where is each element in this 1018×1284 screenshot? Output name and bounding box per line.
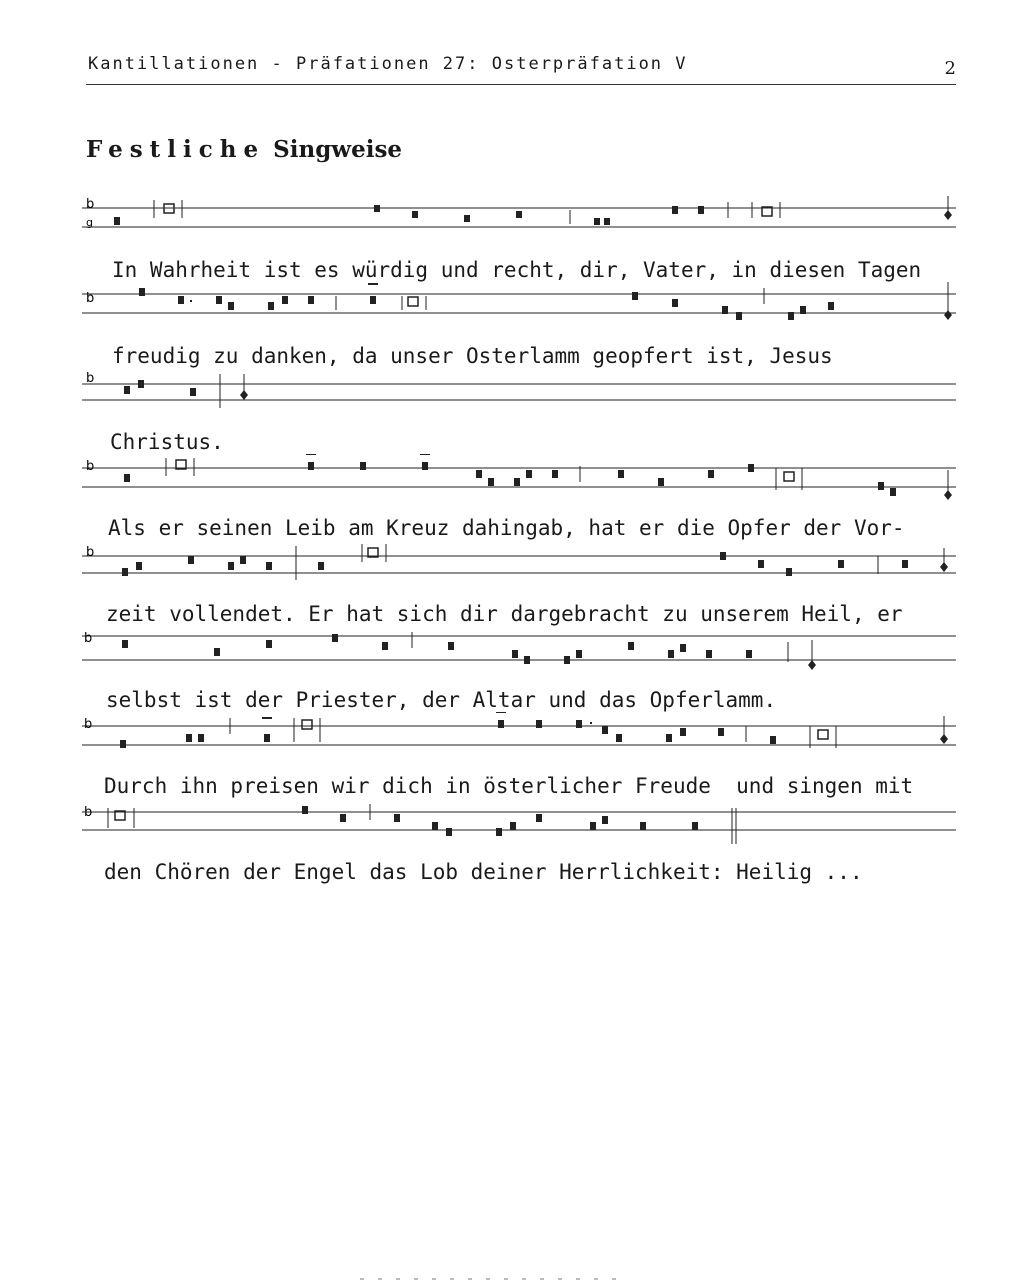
section-title [86,136,402,163]
lyric-line: Christus. [110,430,224,454]
staff-notation [82,282,956,342]
svg-text:b: b [86,371,95,386]
music-staff [82,540,956,626]
staff-notation [82,626,956,686]
staff-notation [82,196,956,256]
music-staff [82,798,956,884]
music-staff [82,454,956,540]
staff-notation [82,368,956,428]
music-staff [82,282,956,368]
staff-notation [82,712,956,772]
lyric-line: den Chören der Engel das Lob deiner Herrlichkeit: Heilig ... [104,860,863,884]
page-number: 2 [944,58,956,79]
section-title-spaced: Festliche [86,136,266,163]
lyric-line: Durch ihn preisen wir dich in österlicher Freude und singen mit [104,774,914,798]
svg-text:b: b [86,545,95,560]
lyric-line: zeit vollendet. Er hat sich dir dargebracht zu unserem Heil, er [106,602,903,626]
section-title-rest: Singweise [273,136,403,163]
svg-text:g: g [86,216,93,229]
svg-text:b: b [86,291,95,306]
music-staff [82,712,956,798]
lyric-line: selbst ist der Priester, der Altar und das Opferlamm. [106,688,777,712]
lyric-line: freudig zu danken, da unser Osterlamm geopfert ist, Jesus [112,344,833,368]
svg-text:b: b [84,631,93,646]
svg-text:b: b [86,197,95,212]
music-staff [82,626,956,712]
music-staff [82,196,956,282]
staff-notation [82,454,956,514]
scan-artifact [360,1276,620,1282]
page-header [86,52,956,85]
svg-text:b: b [84,805,93,820]
header-title: Kantillationen - Präfationen 27: Osterpräfation V [88,54,688,74]
lyric-line: Als er seinen Leib am Kreuz dahingab, hat er die Opfer der Vor- [108,516,905,540]
staff-notation [82,540,956,600]
lyric-line: In Wahrheit ist es würdig und recht, dir, Vater, in diesen Tagen [112,258,922,282]
svg-text:b: b [86,459,95,474]
staff-notation [82,798,956,858]
svg-text:b: b [84,717,93,732]
music-staff [82,368,956,454]
